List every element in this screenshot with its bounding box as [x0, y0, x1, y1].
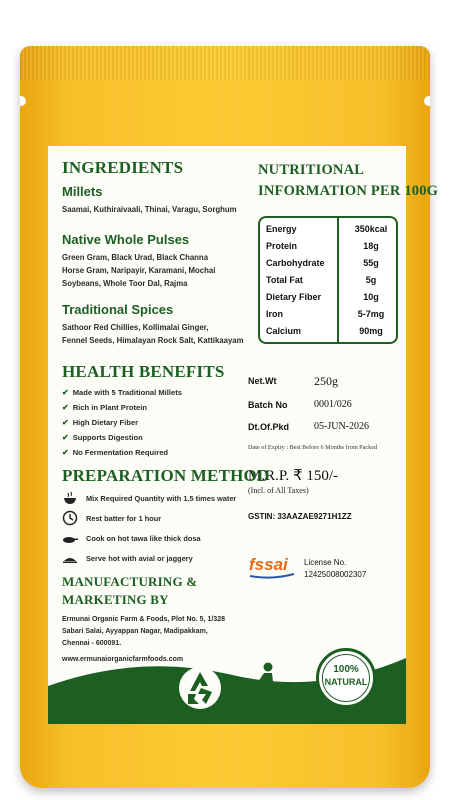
check-icon: ✔ [62, 448, 69, 457]
benefit-text: Made with 5 Traditional Millets [72, 388, 182, 397]
nutrient-value: 350kcal [354, 224, 388, 234]
benefit-item [62, 448, 168, 457]
net-weight-label: Net.Wt [248, 376, 277, 386]
pouch-top-seal [20, 46, 430, 80]
tawa-icon [62, 530, 78, 546]
pulses-line: Soybeans, Whole Toor Dal, Rajma [62, 279, 188, 288]
benefit-text: High Dietary Fiber [72, 418, 139, 427]
fssai-logo [246, 550, 298, 580]
benefit-text: Rich in Plant Protein [72, 403, 147, 412]
dispose-in-bin-graphic [238, 660, 282, 710]
benefit-item [62, 433, 143, 442]
nutrient-value: 5g [365, 275, 377, 285]
check-icon: ✔ [62, 403, 69, 412]
nutrient-value: 18g [363, 241, 379, 251]
nutrition-table [258, 216, 398, 344]
nutrition-row [266, 326, 394, 341]
gstin: GSTIN: 33AAZAE9271H1ZZ [248, 512, 352, 521]
nutrient-name: Energy [266, 224, 297, 234]
benefit-item [62, 388, 182, 397]
natural-badge-percent: 100% [333, 664, 359, 675]
millets-title: Millets [62, 184, 103, 199]
nutrition-title-line1: NUTRITIONAL [258, 162, 365, 178]
benefit-item [62, 418, 138, 427]
nutrient-value: 90mg [359, 326, 383, 336]
nutrient-name: Calcium [266, 326, 302, 336]
spices-title: Traditional Spices [62, 302, 174, 317]
serving-plate-icon [62, 550, 78, 566]
natural-badge-text: NATURAL [324, 677, 368, 687]
packed-date-label: Dt.Of.Pkd [248, 422, 290, 432]
batch-label: Batch No [248, 400, 288, 410]
manufacturer-title-line2: MARKETING BY [62, 592, 169, 607]
address-line: Ermunai Organic Farm & Foods, Plot No. 5, 1/328 [62, 616, 225, 623]
label-panel [48, 146, 439, 724]
ingredients-title: INGREDIENTS [62, 158, 184, 177]
expiry-note: Date of Expiry : Best Before 6 Months from Packed [248, 444, 378, 451]
check-icon: ✔ [62, 418, 69, 427]
clock-icon [62, 510, 78, 526]
address-line: Sabari Salai, Ayyappan Nagar, Madipakkam, [62, 628, 208, 635]
net-weight-value: 250g [314, 374, 338, 388]
preparation-title: PREPARATION METHOD [62, 466, 270, 485]
recycle-icon-graphic [178, 666, 222, 710]
bowl-icon [62, 490, 78, 506]
nutrition-row [266, 309, 394, 324]
nutrition-row [266, 275, 394, 290]
prep-step-text: Rest batter for 1 hour [86, 514, 162, 523]
recycle-icon [178, 666, 222, 710]
address-line: Chennai - 600091. [62, 640, 122, 647]
manufacturer-title-line1: MANUFACTURING & [62, 574, 198, 589]
prep-step-text: Cook on hot tawa like thick dosa [86, 534, 201, 543]
license-number: 12425008002307 [304, 570, 367, 579]
fssai-logo-graphic [246, 550, 298, 580]
natural-badge [316, 648, 376, 708]
nutrient-name: Dietary Fiber [266, 292, 322, 302]
prep-step-text: Mix Required Quantity with 1.5 times water [86, 494, 237, 503]
millets-text: Saamai, Kuthiraivaali, Thinai, Varagu, Sorghum [62, 205, 237, 214]
nutrition-row [266, 258, 394, 273]
batch-value: 0001/026 [314, 399, 352, 410]
mrp-price: M.R.P. ₹ 150/- [248, 468, 338, 484]
spices-line: Sathoor Red Chillies, Kollimalai Ginger, [62, 323, 209, 332]
packed-date-value: 05-JUN-2026 [314, 421, 369, 432]
nutrition-row [266, 241, 394, 256]
nutrition-row [266, 292, 394, 307]
pulses-line: Green Gram, Black Urad, Black Channa [62, 253, 209, 262]
nutrient-value: 55g [363, 258, 379, 268]
license-label: License No. [304, 558, 347, 567]
fssai-logo-text: fssai [249, 555, 288, 574]
spices-line: Fennel Seeds, Himalayan Rock Salt, Kattikaayam [62, 336, 244, 345]
health-benefits-title: HEALTH BENEFITS [62, 362, 225, 381]
nutrient-name: Iron [266, 309, 283, 319]
tear-notch-right [424, 96, 430, 106]
nutrition-title-line2: INFORMATION PER 100G [258, 183, 439, 199]
pulses-line: Horse Gram, Naripayir, Karamani, Mochai [62, 266, 216, 275]
website: www.ermunaiorganicfarmfoods.com [62, 656, 184, 663]
dispose-in-bin-icon [238, 660, 282, 710]
mrp-taxes-note: (Incl. of All Taxes) [248, 486, 309, 495]
prep-step-text: Serve hot with avial or jaggery [86, 554, 193, 563]
benefit-text: No Fermentation Required [72, 448, 169, 457]
nutrient-name: Protein [266, 241, 298, 251]
nutrient-value: 5-7mg [357, 309, 385, 319]
pulses-title: Native Whole Pulses [62, 232, 190, 247]
nutrient-name: Carbohydrate [266, 258, 325, 268]
check-icon: ✔ [62, 388, 69, 397]
check-icon: ✔ [62, 433, 69, 442]
nutrient-value: 10g [363, 292, 379, 302]
nutrient-name: Total Fat [266, 275, 303, 285]
benefit-item [62, 403, 147, 412]
benefit-text: Supports Digestion [72, 433, 143, 442]
nutrition-row [266, 224, 394, 239]
